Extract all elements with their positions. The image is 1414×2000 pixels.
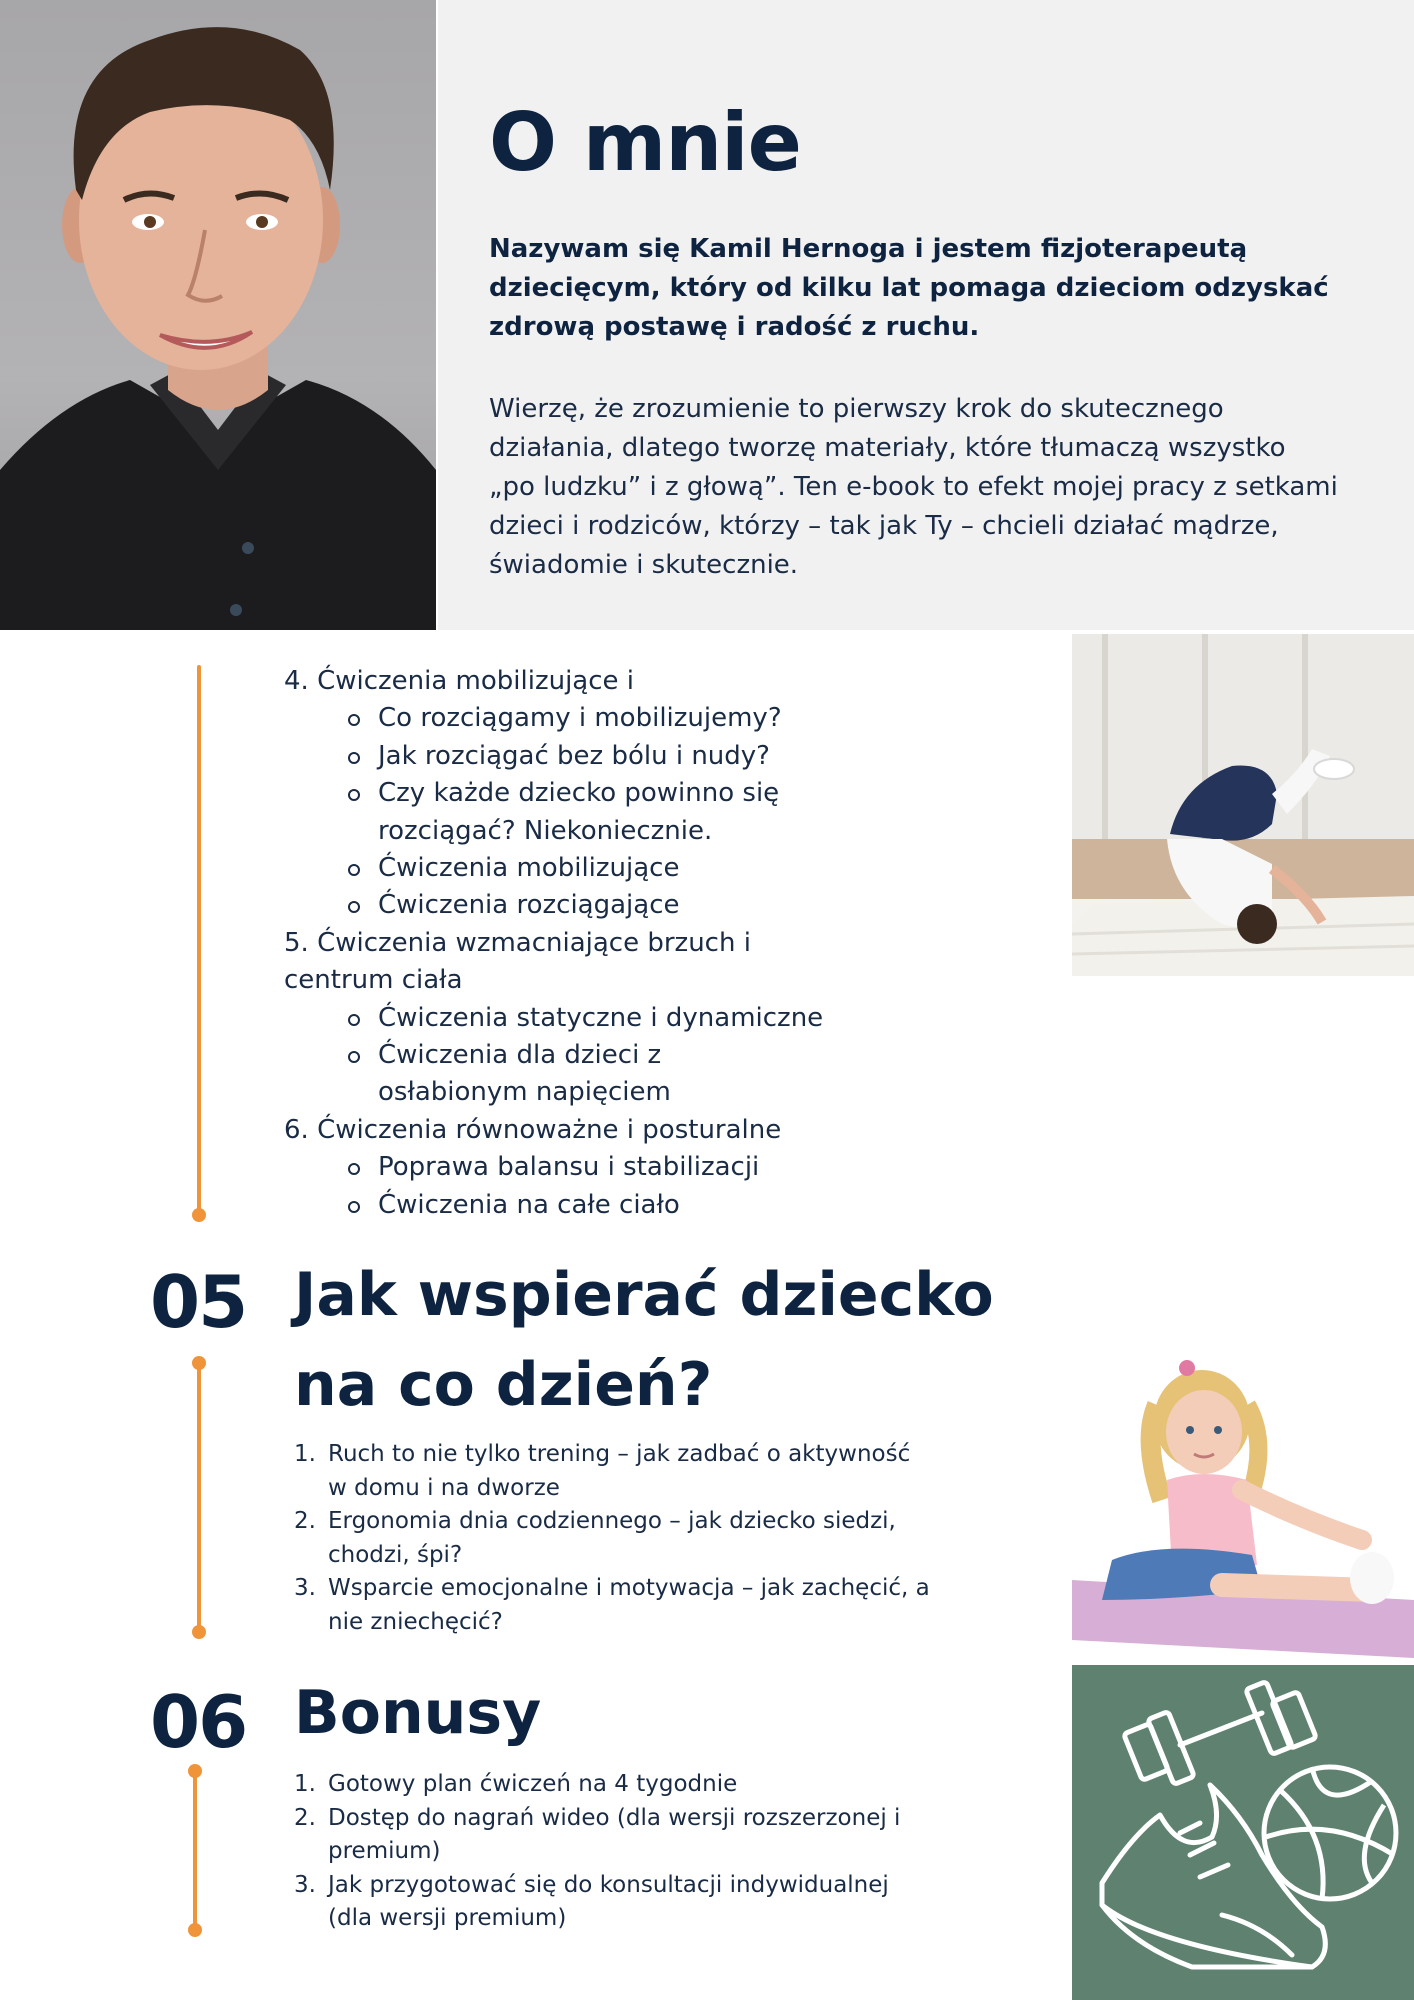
list-item: Co rozciągamy i mobilizujemy? (378, 700, 884, 737)
section-number-05: 05 (150, 1260, 247, 1344)
list-number: 3. (294, 1575, 316, 1602)
outline-item-6: 6. Ćwiczenia równoważne i posturalne (284, 1114, 782, 1145)
boy-exercise-photo (1072, 634, 1414, 976)
list-item: Ćwiczenia rozciągające (378, 887, 884, 924)
boy-exercise-illustration (1072, 634, 1414, 976)
timeline-dot (192, 1208, 206, 1222)
list-number: 2. (294, 1508, 316, 1535)
list-number: 1. (294, 1441, 316, 1467)
timeline-dot (192, 1625, 206, 1639)
section-title-05: Jak wspierać dziecko na co dzień? (294, 1260, 994, 1420)
list-item (294, 1505, 934, 1572)
list-text: Wsparcie emocjonalne i motywacja – jak zachęcić, a nie zniechęcić? (328, 1575, 930, 1635)
list-number: 3. (294, 1871, 316, 1898)
chapter-outline (284, 663, 884, 1224)
list-text: Ergonomia dnia codziennego – jak dziecko siedzi, chodzi, śpi? (328, 1508, 896, 1568)
photo-divider (436, 0, 438, 630)
section-number-06: 06 (150, 1680, 247, 1764)
basketball-icon (1264, 1767, 1396, 1899)
list-item: Ćwiczenia na całe ciało (378, 1187, 884, 1224)
bonus-fitness-panel (1072, 1665, 1414, 2000)
list-item: Jak rozciągać bez bólu i nudy? (378, 738, 884, 775)
outline-sublist-5 (284, 1000, 884, 1112)
section-05-list (294, 1438, 934, 1640)
timeline-dot (188, 1923, 202, 1937)
list-text: Jak przygotować się do konsultacji indywidualnej (dla wersji premium) (328, 1871, 889, 1932)
about-lead-paragraph: Nazywam się Kamil Hernoga i jestem fizjoterapeutą dziecięcym, który od kilku lat pomaga dzieciom odzyskać zdrową postawę i radość z ruchu. (489, 234, 1329, 342)
dumbbell-icon (1124, 1681, 1317, 1784)
sneaker-icon (1102, 1785, 1325, 1967)
list-item: Ćwiczenia statyczne i dynamiczne (378, 1000, 884, 1037)
list-item (294, 1438, 934, 1505)
list-text: Gotowy plan ćwiczeń na 4 tygodnie (328, 1771, 738, 1797)
author-photo (0, 0, 436, 630)
about-title: O mnie (489, 96, 801, 189)
girl-stretching-illustration (1072, 1350, 1414, 1658)
about-body-paragraph: Wierzę, że zrozumienie to pierwszy krok do skutecznego działania, dlatego tworzę materiały, które tłumaczą wszystko „po ludzku” i z głową”. Ten e-book to efekt mojej pracy z setkami dzieci i rodziców, którzy – tak jak Ty – chcieli działać mądrze, świadomie i skutecznie. (489, 394, 1338, 580)
outline-item-5: 5. Ćwiczenia wzmacniające brzuch i centrum ciała (284, 927, 751, 996)
timeline-line (197, 1360, 201, 1628)
list-item (294, 1802, 934, 1869)
girl-stretching-photo (1072, 1350, 1414, 1658)
section-title-06: Bonusy (294, 1678, 542, 1748)
list-item (294, 1869, 934, 1936)
list-number: 1. (294, 1771, 316, 1797)
author-portrait-illustration (0, 0, 436, 630)
section-06-list (294, 1768, 934, 1936)
list-item (294, 1768, 934, 1802)
list-number: 2. (294, 1804, 316, 1831)
list-item: Poprawa balansu i stabilizacji (378, 1149, 884, 1186)
list-item: Ćwiczenia mobilizujące (378, 850, 884, 887)
timeline-line (193, 1768, 197, 1928)
list-text: Ruch to nie tylko trening – jak zadbać o aktywność w domu i na dworze (328, 1441, 911, 1501)
outline-sublist-4 (284, 700, 884, 924)
fitness-icons (1072, 1665, 1414, 2000)
outline-sublist-6 (284, 1149, 884, 1224)
outline-item-4: 4. Ćwiczenia mobilizujące i (284, 666, 635, 696)
list-text: Dostęp do nagrań wideo (dla wersji rozszerzonej i premium) (328, 1804, 901, 1865)
list-item: Czy każde dziecko powinno się rozciągać? Niekoniecznie. (378, 775, 808, 850)
timeline-line (197, 665, 201, 1210)
list-item (294, 1572, 934, 1639)
list-item: Ćwiczenia dla dzieci z osłabionym napięciem (378, 1037, 808, 1112)
